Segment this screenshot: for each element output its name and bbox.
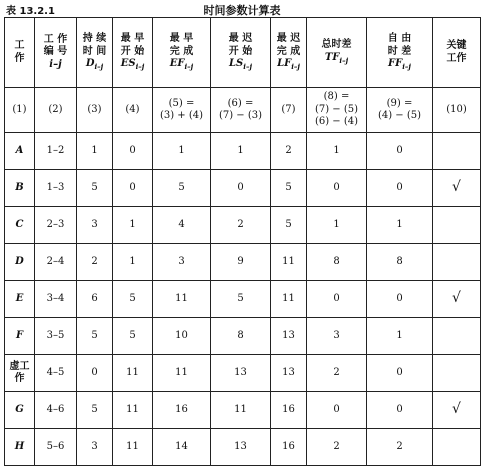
column-header	[367, 18, 433, 88]
cell-d	[77, 355, 113, 392]
cell-ef	[153, 133, 211, 170]
cell-ls	[211, 207, 271, 244]
cell-d-value: 0	[91, 366, 98, 378]
table-title: 时间参数计算表	[203, 4, 281, 17]
column-header	[113, 18, 153, 88]
cell-es-value: 0	[129, 144, 136, 156]
cell-ef	[153, 281, 211, 318]
cell-ef-value: 10	[175, 329, 188, 341]
cell-tf-value: 1	[333, 144, 340, 156]
table-row	[5, 392, 481, 429]
cell-ls	[211, 318, 271, 355]
formula-cell	[271, 88, 307, 133]
column-header-line: 时 差	[387, 45, 412, 57]
cell-key	[433, 244, 481, 281]
cell-tf	[307, 244, 367, 281]
cell-es-value: 11	[126, 366, 139, 378]
column-header	[5, 18, 35, 88]
column-header-line: 最 迟	[228, 33, 253, 45]
cell-ls	[211, 133, 271, 170]
cell-tf	[307, 207, 367, 244]
cell-d	[77, 207, 113, 244]
cell-code-value: 4–5	[46, 366, 65, 378]
formula-cell	[211, 88, 271, 133]
cell-d-value: 3	[91, 218, 98, 230]
column-header	[211, 18, 271, 88]
column-header	[35, 18, 77, 88]
formula-line: (2)	[48, 103, 63, 115]
cell-es	[113, 355, 153, 392]
cell-ff	[367, 207, 433, 244]
column-header-line: 工	[14, 40, 25, 51]
cell-ff	[367, 355, 433, 392]
cell-ef	[153, 244, 211, 281]
formula-line: (8) =	[323, 91, 350, 103]
cell-es	[113, 392, 153, 429]
cell-key	[433, 429, 481, 466]
header-row	[5, 18, 481, 88]
cell-d	[77, 133, 113, 170]
cell-tf-value: 1	[333, 218, 340, 230]
cell-ef	[153, 392, 211, 429]
cell-ff-value: 1	[396, 329, 403, 341]
cell-code-value: 2–3	[46, 218, 65, 230]
cell-ef-value: 1	[178, 144, 185, 156]
cell-d	[77, 244, 113, 281]
column-symbol	[211, 58, 270, 72]
cell-ef-value: 3	[178, 255, 185, 267]
column-header-line: 完 成	[169, 45, 194, 57]
cell-tf	[307, 318, 367, 355]
cell-ff-value: 0	[396, 144, 403, 156]
cell-code-value: 1–2	[46, 144, 65, 156]
cell-key	[433, 281, 481, 318]
column-symbol-text: EF	[169, 58, 185, 70]
cell-ef	[153, 429, 211, 466]
cell-es	[113, 429, 153, 466]
table-row	[5, 318, 481, 355]
column-symbol-index: i–j	[94, 62, 104, 72]
column-symbol-index: i–j	[243, 62, 252, 72]
cell-name-value: F	[15, 329, 24, 341]
column-symbol-text: D	[85, 58, 95, 70]
cell-key	[433, 170, 481, 207]
cell-lf-value: 11	[282, 255, 295, 267]
cell-tf	[307, 429, 367, 466]
cell-d-value: 6	[91, 292, 98, 304]
cell-lf-value: 5	[285, 218, 292, 230]
column-header-line: 最 早	[169, 33, 194, 45]
time-parameter-table	[4, 17, 481, 466]
cell-ff-value: 0	[396, 181, 403, 193]
cell-ls-value: 8	[237, 329, 244, 341]
column-symbol	[271, 58, 306, 72]
cell-ef-value: 11	[175, 366, 188, 378]
cell-code	[35, 392, 77, 429]
cell-ef	[153, 318, 211, 355]
cell-ff	[367, 392, 433, 429]
cell-ls-value: 11	[234, 403, 247, 415]
cell-ls	[211, 170, 271, 207]
cell-code-value: 2–4	[46, 255, 65, 267]
column-header-line: 工 作	[43, 33, 68, 45]
column-symbol-text: FF	[388, 58, 403, 70]
column-symbol	[153, 58, 210, 72]
cell-ef	[153, 170, 211, 207]
column-symbol	[35, 59, 76, 72]
cell-d-value: 2	[91, 255, 98, 267]
cell-name-value: H	[14, 440, 25, 452]
cell-ef-value: 4	[178, 218, 185, 230]
table-body	[5, 88, 481, 466]
cell-es	[113, 170, 153, 207]
formula-cell	[153, 88, 211, 133]
cell-code-value: 4–6	[46, 403, 65, 415]
cell-ff	[367, 133, 433, 170]
cell-code-value: 3–5	[46, 329, 65, 341]
cell-lf	[271, 429, 307, 466]
cell-ff-value: 0	[396, 366, 403, 378]
cell-tf-value: 2	[333, 366, 340, 378]
cell-ls	[211, 355, 271, 392]
cell-tf	[307, 392, 367, 429]
cell-tf	[307, 170, 367, 207]
cell-code-value: 5–6	[46, 440, 65, 452]
cell-name	[5, 170, 35, 207]
cell-es-value: 5	[129, 292, 136, 304]
cell-name-value: B	[15, 181, 24, 193]
cell-d	[77, 281, 113, 318]
cell-lf	[271, 281, 307, 318]
cell-name	[5, 244, 35, 281]
formula-line: (7)	[281, 103, 296, 115]
cell-key	[433, 318, 481, 355]
cell-key-value: √	[452, 179, 461, 196]
cell-name-value: A	[15, 144, 24, 156]
column-symbol-index: i–j	[402, 62, 411, 72]
formula-line: (6) =	[227, 97, 254, 109]
column-header	[153, 18, 211, 88]
table-row	[5, 133, 481, 170]
cell-ls-value: 9	[237, 255, 244, 267]
column-header-line: 工作	[446, 52, 467, 64]
cell-code	[35, 133, 77, 170]
cell-name	[5, 281, 35, 318]
column-header-line: 开 始	[120, 45, 145, 57]
formula-line: (3)	[87, 103, 102, 115]
cell-tf-value: 0	[333, 403, 340, 415]
column-header-line: 最 早	[120, 33, 145, 45]
column-header-line: 时 间	[82, 45, 107, 57]
table-row	[5, 244, 481, 281]
cell-name	[5, 429, 35, 466]
cell-d-value: 3	[91, 440, 98, 452]
column-header-line: 持 续	[82, 33, 107, 45]
cell-ls	[211, 281, 271, 318]
table-caption	[6, 2, 478, 16]
cell-ff-value: 0	[396, 403, 403, 415]
formula-line: (3) + (4)	[159, 110, 204, 121]
formula-cell	[77, 88, 113, 133]
column-header-line: 最 迟	[276, 33, 301, 45]
cell-name	[5, 318, 35, 355]
cell-tf-value: 2	[333, 440, 340, 452]
cell-name-value: D	[15, 255, 24, 267]
column-header-line: 关键	[446, 40, 467, 51]
cell-es	[113, 318, 153, 355]
cell-ef-value: 16	[175, 403, 188, 415]
cell-code	[35, 355, 77, 392]
table-row	[5, 207, 481, 244]
cell-lf	[271, 355, 307, 392]
column-symbol-text: ES	[120, 58, 136, 70]
cell-key	[433, 355, 481, 392]
cell-tf-value: 8	[333, 255, 340, 267]
cell-lf	[271, 392, 307, 429]
column-symbol	[367, 58, 432, 72]
column-header-line: 总时差	[321, 39, 352, 51]
column-header-line: 开 始	[228, 45, 253, 57]
column-symbol-text: i–j	[49, 58, 62, 70]
cell-code	[35, 318, 77, 355]
cell-lf	[271, 244, 307, 281]
cell-code	[35, 429, 77, 466]
cell-tf-value: 0	[333, 181, 340, 193]
cell-name	[5, 207, 35, 244]
table-row	[5, 170, 481, 207]
formula-line: (10)	[446, 103, 467, 115]
cell-es	[113, 244, 153, 281]
cell-tf-value: 0	[333, 292, 340, 304]
column-symbol-index: i–j	[184, 62, 194, 72]
column-header	[77, 18, 113, 88]
formula-line: (6) − (4)	[314, 116, 359, 128]
column-symbol	[77, 58, 112, 72]
cell-ff-value: 2	[396, 440, 403, 452]
cell-name-value: 虚工作	[9, 360, 30, 384]
cell-d	[77, 170, 113, 207]
cell-code-value: 3–4	[46, 292, 65, 304]
cell-es-value: 5	[129, 329, 136, 341]
cell-name	[5, 133, 35, 170]
cell-ef	[153, 207, 211, 244]
formula-line: (4) − (5)	[377, 110, 422, 121]
column-symbol	[307, 52, 366, 66]
cell-ff	[367, 429, 433, 466]
formula-cell	[5, 88, 35, 133]
cell-tf	[307, 355, 367, 392]
cell-ff	[367, 281, 433, 318]
cell-code-value: 1–3	[46, 181, 65, 193]
cell-d-value: 5	[91, 181, 98, 193]
column-symbol-text: TF	[324, 51, 340, 63]
cell-name-value: E	[15, 292, 24, 304]
cell-ff	[367, 244, 433, 281]
cell-ls	[211, 392, 271, 429]
formula-cell	[433, 88, 481, 133]
table-row	[5, 355, 481, 392]
cell-code	[35, 281, 77, 318]
cell-es	[113, 281, 153, 318]
cell-ls-value: 13	[234, 366, 247, 378]
cell-ls-value: 1	[237, 144, 244, 156]
column-symbol-index: i–j	[339, 55, 349, 65]
cell-es-value: 0	[129, 181, 136, 193]
cell-lf-value: 5	[285, 181, 292, 193]
column-symbol-text: LF	[277, 58, 292, 70]
cell-lf	[271, 318, 307, 355]
column-header-line: 编 号	[43, 46, 68, 58]
cell-d-value: 5	[91, 329, 98, 341]
cell-es-value: 11	[126, 403, 139, 415]
column-header-line: 完 成	[276, 45, 301, 57]
cell-key-value: √	[452, 401, 461, 418]
cell-lf-value: 13	[282, 366, 295, 378]
column-header-line: 自 由	[387, 33, 412, 45]
cell-ef-value: 5	[178, 181, 185, 193]
cell-ls-value: 5	[237, 292, 244, 304]
cell-key	[433, 133, 481, 170]
cell-tf	[307, 133, 367, 170]
cell-d	[77, 429, 113, 466]
formula-cell	[307, 88, 367, 133]
formula-row	[5, 88, 481, 133]
cell-lf-value: 11	[282, 292, 295, 304]
cell-lf-value: 2	[285, 144, 292, 156]
formula-line: (5) =	[168, 97, 195, 109]
cell-ls-value: 2	[237, 218, 244, 230]
cell-ff-value: 8	[396, 255, 403, 267]
column-header	[307, 18, 367, 88]
cell-ff	[367, 170, 433, 207]
column-symbol-index: i–j	[291, 62, 300, 72]
cell-lf	[271, 207, 307, 244]
formula-line: (7) − (5)	[314, 103, 359, 115]
cell-tf-value: 3	[333, 329, 340, 341]
cell-key	[433, 392, 481, 429]
cell-lf	[271, 133, 307, 170]
cell-code	[35, 244, 77, 281]
cell-ef	[153, 355, 211, 392]
cell-name-value: G	[15, 403, 24, 415]
cell-ef-value: 14	[175, 440, 188, 452]
formula-cell	[367, 88, 433, 133]
cell-d-value: 1	[91, 144, 98, 156]
column-symbol	[113, 58, 152, 72]
table-row	[5, 281, 481, 318]
cell-d	[77, 392, 113, 429]
formula-cell	[35, 88, 77, 133]
cell-key	[433, 207, 481, 244]
formula-line: (7) − (3)	[218, 110, 263, 121]
cell-lf-value: 13	[282, 329, 295, 341]
column-header-line: 作	[14, 52, 25, 64]
cell-es-value: 1	[129, 218, 136, 230]
cell-lf-value: 16	[282, 403, 295, 415]
column-header	[433, 18, 481, 88]
cell-name	[5, 392, 35, 429]
formula-cell	[113, 88, 153, 133]
cell-es	[113, 207, 153, 244]
cell-ff	[367, 318, 433, 355]
cell-lf	[271, 170, 307, 207]
cell-ls-value: 0	[237, 181, 244, 193]
cell-d	[77, 318, 113, 355]
column-header	[271, 18, 307, 88]
table-row	[5, 429, 481, 466]
cell-es	[113, 133, 153, 170]
column-symbol-text: LS	[229, 58, 244, 70]
cell-es-value: 11	[126, 440, 139, 452]
cell-ls	[211, 429, 271, 466]
cell-key-value: √	[452, 290, 461, 307]
cell-code	[35, 170, 77, 207]
cell-d-value: 5	[91, 403, 98, 415]
cell-ff-value: 0	[396, 292, 403, 304]
column-symbol-index: i–j	[135, 62, 145, 72]
cell-lf-value: 16	[282, 440, 295, 452]
table-number: 表 13.2.1	[6, 6, 55, 17]
cell-ef-value: 11	[175, 292, 188, 304]
cell-es-value: 1	[129, 255, 136, 267]
cell-ls	[211, 244, 271, 281]
cell-ls-value: 13	[234, 440, 247, 452]
cell-name-value: C	[15, 218, 24, 230]
cell-ff-value: 1	[396, 218, 403, 230]
formula-line: (1)	[12, 103, 27, 115]
cell-name	[5, 355, 35, 392]
cell-code	[35, 207, 77, 244]
cell-tf	[307, 281, 367, 318]
formula-line: (4)	[125, 103, 140, 115]
formula-line: (9) =	[386, 97, 413, 109]
